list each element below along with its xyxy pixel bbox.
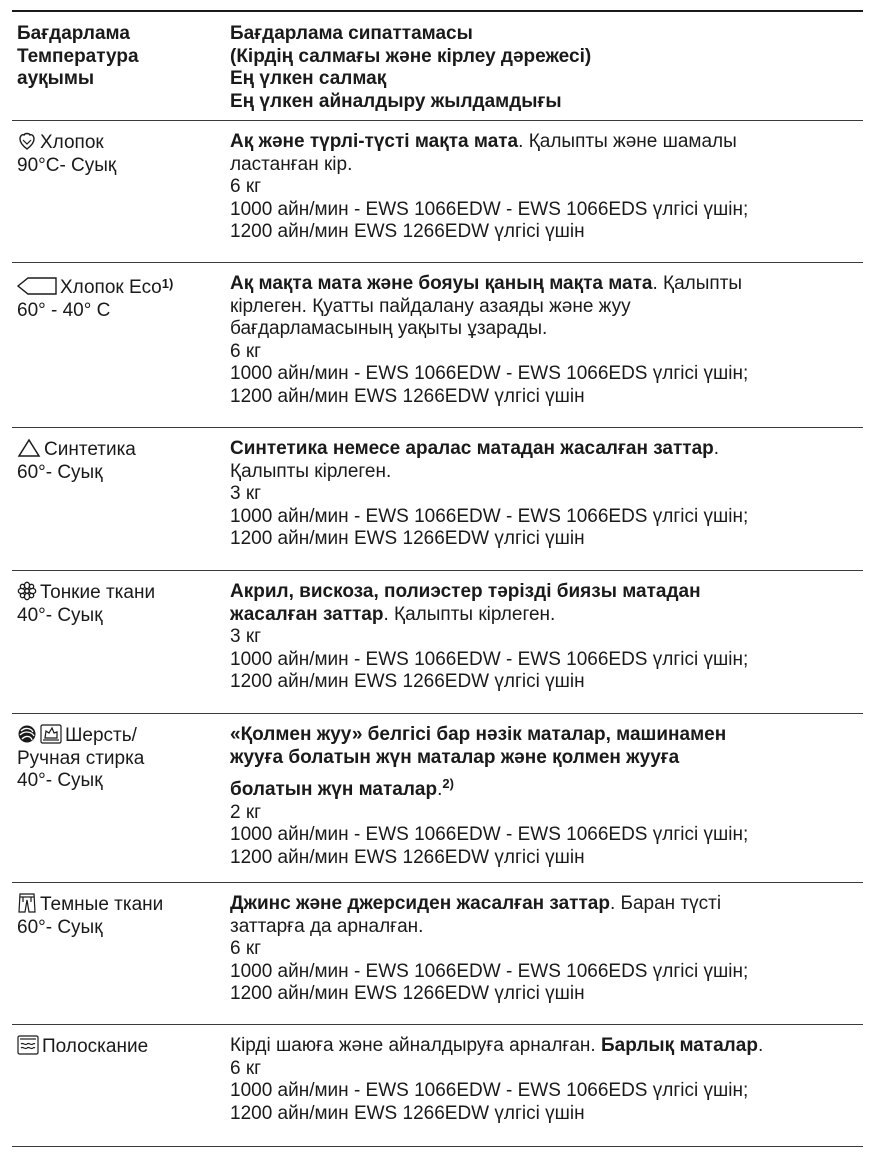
rinse-icon [17,1035,39,1055]
description-bold: жасалған заттар [230,603,384,625]
description-text: . Қалыпты және шамалы [518,131,737,152]
program-cell [12,571,214,713]
header-col2-line: (Кірдің салмағы және кірлеу дәрежесі) [230,45,592,67]
header-col1-line: ауқымы [17,68,95,89]
description-bold: Джинс және джерсиден жасалған заттар [230,893,610,914]
description-text: заттарға да арналған. [230,915,424,937]
max-load: 2 кг [230,801,262,823]
program-temperature: 60°- Суық [17,916,103,938]
eco-icon [17,276,57,296]
table-header [12,12,863,121]
description-bold: болатын жүн маталар [230,779,438,800]
program-name: Темные ткани [40,894,164,915]
program-name: Хлопок [40,132,104,153]
description-cell [214,121,863,262]
description-bold: Барлық маталар [601,1035,758,1056]
header-col1-line: Температура [17,45,139,67]
description-text: . Қалыпты кірлеген. [383,603,556,625]
table-row [12,263,863,428]
max-load: 6 кг [230,340,262,362]
description-cell [214,263,863,427]
header-col1-line: Бағдарлама [17,23,130,44]
description-bold: Акрил, вискоза, полиэстер тәрізді биязы матадан [230,581,701,602]
header-program-column [12,12,214,120]
max-spin: 1200 айн/мин EWS 1266EDW үлгісі үшін [230,1102,585,1124]
description-text: Кірді шаюға және айналдыруға арналған. [230,1035,596,1056]
max-spin: 1200 айн/мин EWS 1266EDW үлгісі үшін [230,983,585,1004]
header-col2-line: Ең үлкен салмақ [230,68,387,89]
description-bold: жууға болатын жүн маталар және қолмен жууға [230,746,680,768]
program-temperature: 60° - 40° C [17,299,111,321]
delicates-icon [17,581,37,601]
program-cell [12,883,214,1024]
max-spin: 1200 айн/мин EWS 1266EDW үлгісі үшін [230,528,585,549]
table-row [12,1025,863,1147]
description-cell [214,714,863,882]
program-name: Шерсть/ [65,725,137,746]
footnote-mark: 1) [161,276,174,291]
program-temperature: 90°C- Суық [17,154,117,176]
wool-icon [17,724,37,744]
table-row [12,121,863,263]
synthetics-icon [17,438,41,458]
table-row [12,883,863,1025]
description-text: . [713,438,720,459]
program-temperature: 60°- Суық [17,461,103,483]
max-load: 6 кг [230,176,262,197]
description-bold: Ақ мақта мата және бояуы қаның мақта мата [230,273,653,294]
description-bold: «Қолмен жуу» белгісі бар нәзік маталар, машинамен [230,724,727,745]
program-cell [12,1025,214,1146]
max-spin: 1000 айн/мин - EWS 1066EDW - EWS 1066EDS үлгісі үшін; [230,1080,749,1101]
max-spin: 1000 айн/мин - EWS 1066EDW - EWS 1066EDS үлгісі үшін; [230,648,749,670]
header-col2-line: Ең үлкен айналдыру жылдамдығы [230,90,562,112]
max-spin: 1000 айн/мин - EWS 1066EDW - EWS 1066EDS үлгісі үшін; [230,505,749,527]
cotton-icon [17,131,37,151]
program-name: Тонкие ткани [40,582,156,603]
description-bold: Синтетика немесе аралас матадан жасалған заттар [230,438,714,459]
program-cell [12,121,214,262]
description-text: . Баран түсті [609,893,722,914]
program-cell [12,714,214,882]
jeans-icon [17,893,37,913]
description-cell [214,428,863,570]
header-description-column [214,12,863,120]
max-load: 3 кг [230,483,262,504]
max-spin: 1200 айн/мин EWS 1266EDW үлгісі үшін [230,671,585,692]
table-row [12,428,863,571]
max-spin: 1200 айн/мин EWS 1266EDW үлгісі үшін [230,846,585,868]
table-row [12,571,863,714]
description-text: . Қалыпты [652,273,743,294]
program-cell [12,428,214,570]
description-text: Қалыпты кірлеген. [230,460,392,482]
header-col2-line: Бағдарлама сипаттамасы [230,23,473,44]
max-load: 6 кг [230,938,262,959]
program-temperature: 40°- Суық [17,770,103,791]
max-spin: 1000 айн/мин - EWS 1066EDW - EWS 1066EDS үлгісі үшін; [230,960,749,982]
program-name: Полоскание [42,1036,149,1057]
description-cell [214,1025,863,1146]
program-name: Синтетика [44,439,136,460]
max-spin: 1200 айн/мин EWS 1266EDW үлгісі үшін [230,221,585,242]
program-temperature: 40°- Суық [17,604,103,626]
description-text: кірлеген. Қуатты пайдалану азаяды және жуу [230,295,631,317]
max-load: 3 кг [230,626,262,647]
program-name: Хлопок Eco [60,277,162,298]
handwash-icon [40,724,62,744]
max-spin: 1000 айн/мин - EWS 1066EDW - EWS 1066EDS үлгісі үшін; [230,198,749,220]
program-name: Ручная стирка [17,747,145,769]
max-spin: 1200 айн/мин EWS 1266EDW үлгісі үшін [230,385,585,407]
description-bold: Ақ және түрлі-түсті мақта мата [230,131,519,152]
description-text: бағдарламасының уақыты ұзарады. [230,318,548,339]
description-cell [214,883,863,1024]
description-text: . [757,1035,764,1056]
description-cell [214,571,863,713]
max-spin: 1000 айн/мин - EWS 1066EDW - EWS 1066EDS үлгісі үшін; [230,824,749,845]
footnote-mark: 2) [442,776,454,791]
max-load: 6 кг [230,1057,262,1079]
max-spin: 1000 айн/мин - EWS 1066EDW - EWS 1066EDS үлгісі үшін; [230,363,749,384]
table-row [12,714,863,883]
program-cell [12,263,214,427]
description-text: ластанған кір. [230,153,353,175]
description-text: . [437,779,443,800]
program-table [12,10,863,1147]
